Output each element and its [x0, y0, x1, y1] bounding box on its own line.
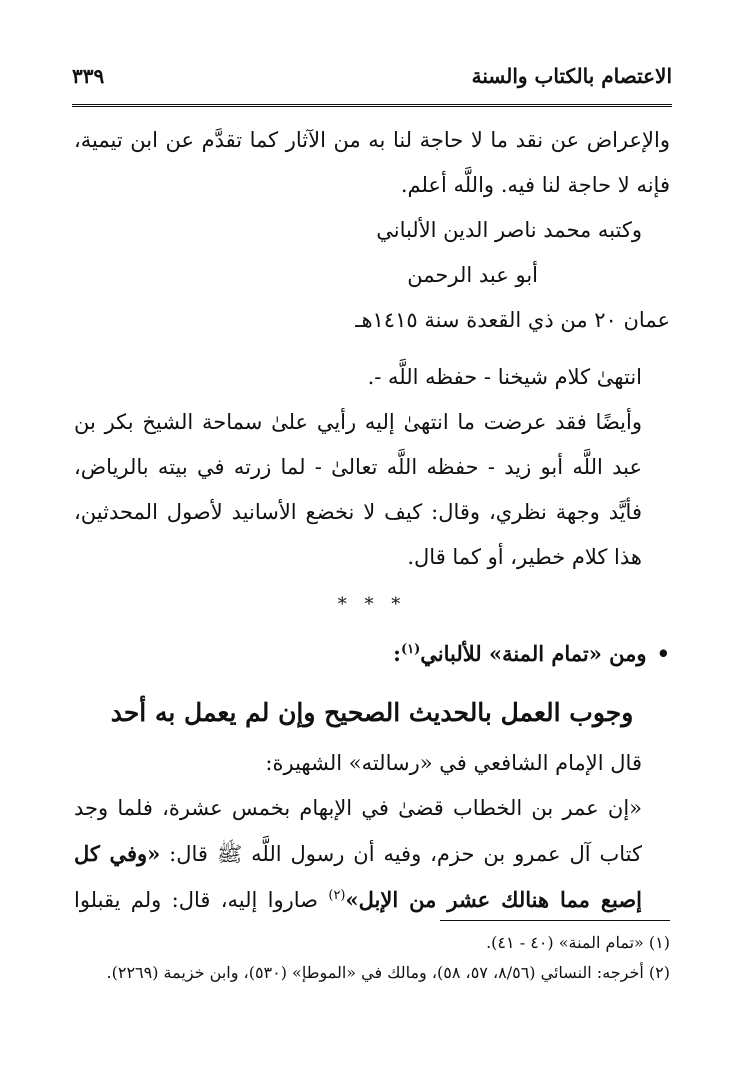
spacer	[74, 343, 670, 355]
section-heading: وجوب العمل بالحديث الصحيح وإن لم يعمل به أحد	[110, 698, 634, 727]
footnote-rule	[440, 920, 670, 921]
hadith-quote: «وفي كل إصبع مما هنالك عشر من الإبل»	[74, 841, 642, 912]
footnote-2: (٢) أخرجه: النسائي (٨/٥٦، ٥٧، ٥٨)، ومالك في «الموطإ» (٥٣٠)، وابن خزيمة (٢٢٦٩).	[106, 963, 670, 982]
paragraph-2: انتهىٰ كلام شيخنا - حفظه اللَّه -.	[367, 365, 642, 389]
paragraph-1: والإعراض عن نقد ما لا حاجة لنا به من الآثار كما تقدَّم عن ابن تيمية، فإنه لا حاجة لنا فيه. واللَّه أعلم.	[74, 128, 670, 197]
running-header	[72, 56, 672, 96]
paragraph-5	[74, 786, 670, 923]
paragraph-4: قال الإمام الشافعي في «رسالته» الشهيرة:	[265, 751, 642, 775]
paragraph-5-text-b: صاروا إليه، قال: ولم يقبلوا	[74, 888, 329, 912]
header-rule	[72, 104, 672, 107]
bullet-icon: •	[656, 641, 670, 666]
footnote-ref-1: (١)	[400, 642, 421, 657]
footnotes	[74, 928, 670, 988]
section-separator: * * *	[337, 594, 407, 615]
main-text	[74, 118, 670, 923]
footnote-1: (١) «تمام المنة» (٤٠ - ٤١).	[486, 933, 670, 952]
signature-line-1: وكتبه محمد ناصر الدين الألباني	[376, 218, 642, 242]
paragraph-5-text-a: «إن عمر بن الخطاب قضىٰ في الإبهام بخمس عشرة، فلما وجد كتاب آل عمرو بن حزم، وفيه أن رسول اللَّه ﷺ قال:	[74, 796, 642, 866]
signature-date: عمان ٢٠ من ذي القعدة سنة ١٤١٥هـ	[355, 308, 670, 332]
running-title: الاعتصام بالكتاب والسنة	[471, 64, 672, 88]
signature-line-2: أبو عبد الرحمن	[407, 263, 538, 287]
page-number: ٣٣٩	[72, 64, 105, 88]
source-title: ومن «تمام المنة» للألباني	[420, 641, 647, 666]
footnote-ref-2: (٢)	[328, 888, 346, 903]
source-colon: :	[393, 641, 401, 666]
source-line	[74, 631, 670, 676]
paragraph-3: وأيضًا فقد عرضت ما انتهىٰ إليه رأيي علىٰ سماحة الشيخ بكر بن عبد اللَّه أبو زيد - حفظه اللَّه تعالىٰ - لما زرته في بيته بالرياض، فأيَّد وجهة نظري، وقال: كيف لا نخضع الأسانيد لأصول المحدثين، هذا كلام خطير، أو كما قال.	[74, 410, 642, 569]
